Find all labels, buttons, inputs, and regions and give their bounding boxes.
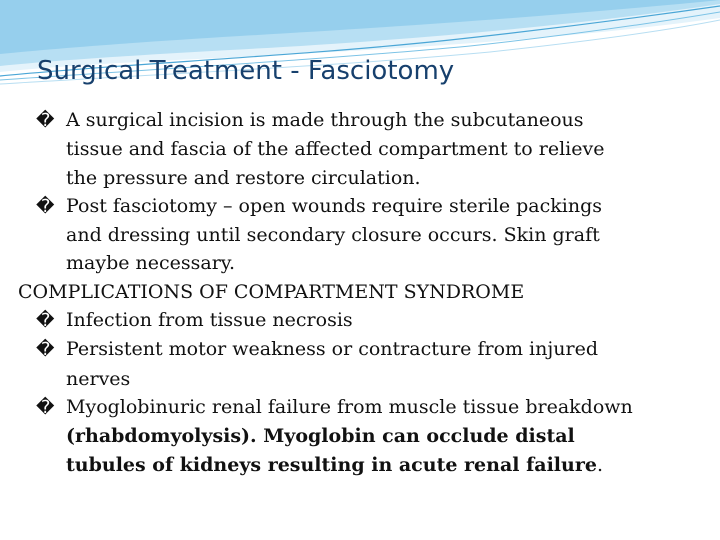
bullet-text-line: Persistent motor weakness or contracture from injured xyxy=(66,338,598,361)
bullet-text-line-bold: tubules of kidneys resulting in acute renal failure xyxy=(66,453,597,476)
bullet-text-line: Myoglobinuric renal failure from muscle tissue breakdown xyxy=(66,395,633,418)
bullet-text-line: nerves xyxy=(66,367,131,390)
bullet-glyph: � xyxy=(36,310,55,332)
bullet-item-renal-failure xyxy=(18,393,698,479)
bullet-glyph: � xyxy=(36,110,55,131)
slide-body xyxy=(18,106,698,479)
slide-title: Surgical Treatment - Fasciotomy xyxy=(37,56,455,86)
bullet-text-line-bold: (rhabdomyolysis). Myoglobin can occlude distal xyxy=(66,425,575,448)
bullet-text-line: and dressing until secondary closure occurs. Skin graft xyxy=(66,224,600,247)
bullet-glyph: � xyxy=(36,339,55,361)
complications-heading: COMPLICATIONS OF COMPARTMENT SYNDROME xyxy=(18,280,525,303)
bullet-item-infection xyxy=(18,306,698,335)
bullet-glyph: � xyxy=(36,195,55,217)
bullet-text-line: Infection from tissue necrosis xyxy=(66,309,353,332)
bullet-item-incision xyxy=(18,106,698,192)
bullet-item-motor-weakness xyxy=(18,335,698,393)
bullet-text-line: A surgical incision is made through the subcutaneous xyxy=(66,109,584,131)
bullet-glyph: � xyxy=(36,396,55,418)
bullet-text-line: the pressure and restore circulation. xyxy=(66,166,421,189)
bullet-text-period: . xyxy=(596,453,603,476)
bullet-text-line: maybe necessary. xyxy=(66,252,236,275)
bullet-text-line: tissue and fascia of the affected compartment to relieve xyxy=(66,138,605,161)
bullet-item-post-fasciotomy xyxy=(18,192,698,278)
bullet-text-line: Post fasciotomy – open wounds require sterile packings xyxy=(66,194,602,217)
